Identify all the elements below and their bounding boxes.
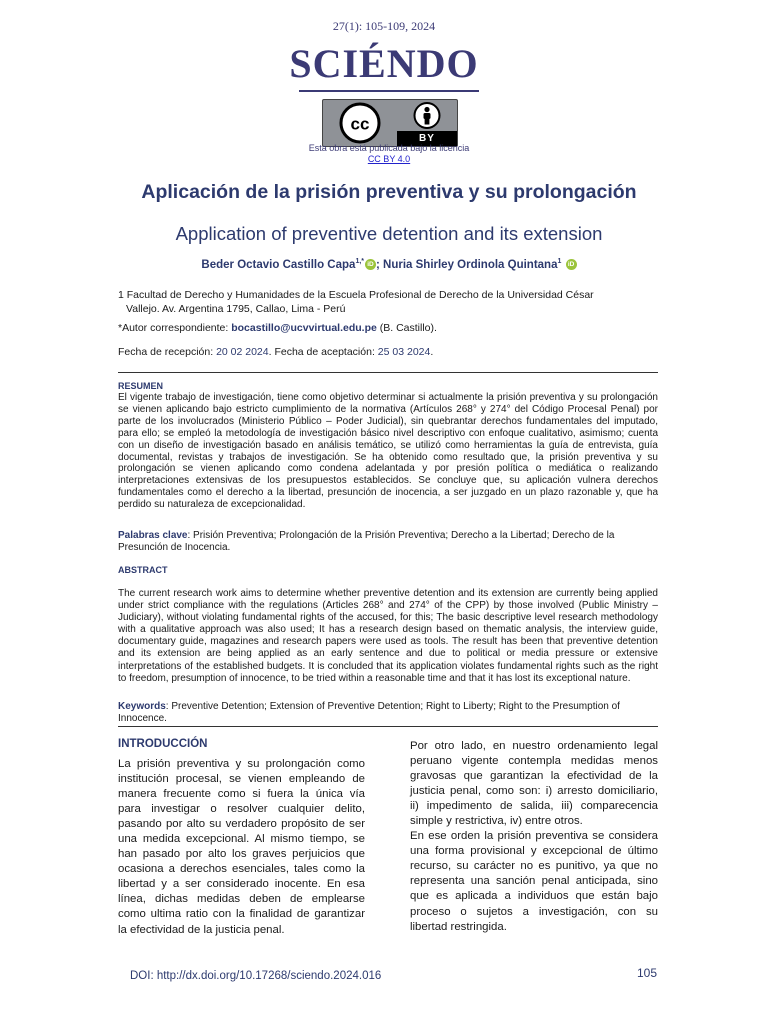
article-title-es: Aplicación de la prisión preventiva y su prolongación — [141, 181, 637, 203]
section-divider — [118, 372, 658, 373]
authors-line — [0, 258, 768, 271]
keywords-es — [118, 530, 658, 554]
article-title-en: Application of preventive detention and its extension — [175, 223, 603, 244]
affiliation — [118, 288, 663, 316]
dates-end: . — [430, 346, 434, 358]
keywords-en — [118, 701, 658, 725]
license-link[interactable]: CC BY 4.0 — [367, 154, 411, 164]
abstract-text: The current research work aims to determine whether preventive detention and its extension are currently being applied under strict compliance with the regulations (Articles 268° and 274° of the CPP) by those involved (Public Ministry – Judiciary), without violating fundamental rights of the accused, for this; The basic descriptive level research methodology with a qualitative approach was also used; It has a research design based on thematic analysis, the interview guide, documentary guide, magazines and research papers were used as tools. The result has been that preventive detention and its extension are being applied as an early sentence and due to political or media pressure or extensive interpretations of the established budgets. It is concluded that its application violates fundamental rights such as the right to freedom, presumption of innocence, to be tried within a reasonable time and that it has lost its exceptional nature. — [118, 588, 658, 684]
corr-email[interactable]: bocastillo@ucvvirtual.edu.pe — [231, 322, 377, 334]
keywords-es-list: : Prisión Preventiva; Prolongación de la Prisión Preventiva; Derecho a la Libertad; Derecho de la Presunción de Inocencia. — [118, 530, 615, 553]
corresponding-author — [118, 322, 437, 334]
corr-label: *Autor correspondiente: — [118, 322, 232, 334]
resumen-heading: RESUMEN — [118, 381, 164, 391]
intro-heading: INTRODUCCIÓN — [118, 738, 208, 750]
journal-title: SCIÉNDO — [289, 41, 479, 86]
corr-suffix: (B. Castillo). — [376, 322, 437, 334]
cc-logo-icon — [323, 100, 397, 146]
affiliation-line-1: 1 Facultad de Derecho y Humanidades de la Escuela Profesional de Derecho de la Universidad César — [118, 289, 594, 301]
intro-right-paragraph-1: Por otro lado, en nuestro ordenamiento legal peruano vigente contempla medidas menos gravosas que garantizan la efectividad de la justicia penal, como son: i) arresto domiciliario, ii) impedimento de salida, iii) comparecencia simple y restrictiva, iv) entre otros. — [410, 740, 658, 828]
intro-column-right — [410, 739, 658, 935]
page-number: 105 — [637, 966, 658, 980]
received-date: 20 02 2024 — [216, 346, 269, 358]
author-1: Beder Octavio Castillo Capa — [201, 258, 356, 271]
accepted-label: . Fecha de aceptación: — [268, 346, 378, 358]
affiliation-line-2: Vallejo. Av. Argentina 1795, Callao, Lima - Perú — [126, 303, 346, 315]
resumen-text: El vigente trabajo de investigación, tiene como objetivo determinar si actualmente la prisión preventiva y su prolongación se vienen aplicando bajo estricto cumplimiento de la normativa (Artículos 268° y 274° del Código Procesal Penal) por parte de los involucrados (Ministerio Público – Poder Judicial), sin quebrantar derechos fundamentales del imputado, para ello; se empleó la metodología de investigación básico nivel descriptivo con enfoque cualitativo, asimismo; cuenta con un diseño de investigación basado en análisis temático, se utilizó como herramientas la guía de entrevista, guía documental, revistas y trabajos de investigación. Se ha obtenido como resultado que, la prisión preventiva y su prolongación se vienen aplicando como condena adelantada y por presión política o mediática o realizando interpretaciones extensivas de los presupuestos establecidos. Se concluye que, su aplicación vulnera derechos fundamentales como el derecho a la libertad, presunción de inocencia, a ser juzgado en un plazo razonable y, que ha perdido su naturaleza de excepcionalidad. — [118, 392, 658, 511]
cc-license-badge[interactable] — [322, 99, 458, 147]
keywords-en-list: : Preventive Detention; Extension of Preventive Detention; Right to Liberty; Right to the Presumption of Innocence. — [118, 701, 620, 724]
author-2-affil: 1 — [557, 258, 562, 265]
person-icon — [397, 100, 457, 131]
cc-by-label: BY — [397, 131, 457, 146]
license-note — [0, 143, 768, 165]
abstract-heading: ABSTRACT — [118, 565, 168, 575]
title-underline — [299, 90, 479, 92]
author-1-affil: 1,* — [355, 258, 364, 265]
intro-column-left: La prisión preventiva y su prolongación como institución procesal, se vienen empleando de manera frecuente como si fuera la única vía para investigar o resolver cualquier delito, pasando por alto su verdadero propósito de ser una medida excepcional. Al mismo tiempo, se han pasado por alto los graves perjuicios que ocasiona a derechos esenciales, tales como la libertad y a ser considerado inocente. En esa línea, dichas medidas deben de emplearse como ultima ratio con la finalidad de garantizar la efectividad de la justicia penal. — [118, 758, 365, 936]
doi-link[interactable]: DOI: http://dx.doi.org/10.17268/sciendo.2024.016 — [130, 970, 382, 982]
received-label: Fecha de recepción: — [118, 346, 217, 358]
keywords-es-label: Palabras clave — [118, 530, 188, 541]
article-dates — [118, 346, 433, 358]
intro-right-paragraph-2: En ese orden la prisión preventiva se considera una forma provisional y excepcional de último recurso, su carácter no es punitivo, ya que no representa una sanción penal anticipada, sino que es aplicada a individuos que están bajo proceso o sujetos a investigación, con su libertad restringida. — [410, 830, 658, 933]
orcid-icon[interactable]: iD — [566, 259, 577, 270]
orcid-icon[interactable]: iD — [365, 259, 376, 270]
cc-logo-text: cc — [350, 114, 370, 134]
author-2: Nuria Shirley Ordinola Quintana — [383, 258, 558, 271]
keywords-divider — [118, 726, 658, 727]
accepted-date: 25 03 2024 — [377, 346, 431, 358]
issue-info: 27(1): 105-109, 2024 — [332, 19, 436, 33]
license-text: Esta obra está publicada bajo la licencia — [308, 143, 470, 153]
keywords-en-label: Keywords — [118, 701, 166, 712]
author-separator: ; — [376, 258, 384, 271]
